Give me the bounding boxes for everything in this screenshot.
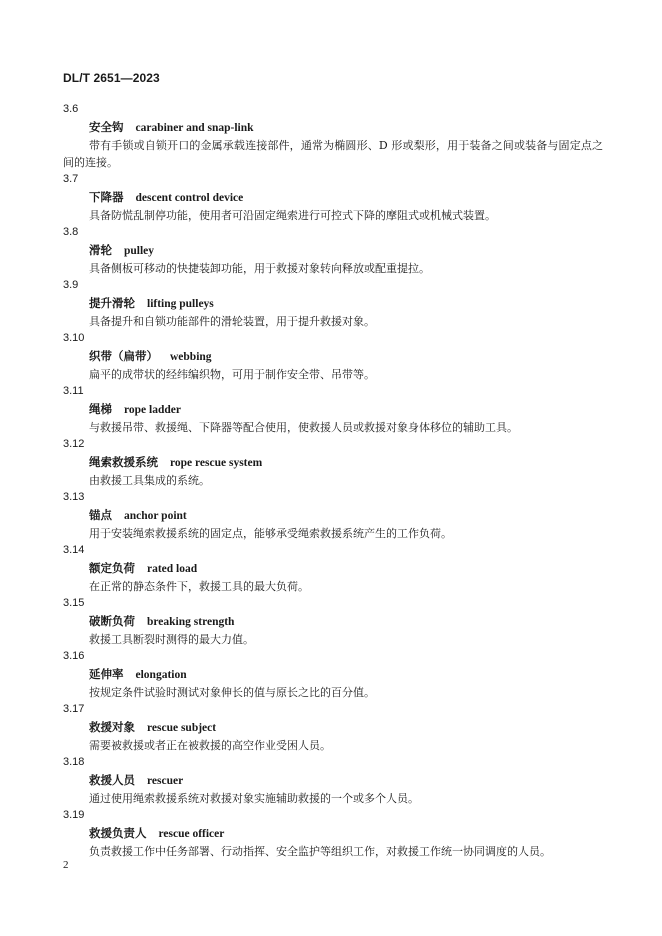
term-chinese: 下降器 [89, 190, 124, 204]
term-entry [63, 489, 603, 542]
term-definition: 用于安装绳索救援系统的固定点，能够承受绳索救援系统产生的工作负荷。 [89, 527, 452, 540]
term-entry [63, 224, 603, 277]
clause-number: 3.8 [63, 226, 79, 238]
term-english: rescue officer [158, 828, 225, 840]
term-heading [63, 294, 603, 313]
term-chinese: 救援人员 [89, 773, 135, 787]
term-chinese: 救援对象 [89, 720, 135, 734]
term-english: lifting pulleys [147, 298, 214, 310]
term-english: rope ladder [124, 404, 181, 416]
term-definition: 带有手锁或自锁开口的金属承载连接部件，通常为椭圆形、D 形或梨形，用于装备之间或装备与固定点之间的连接。 [63, 139, 603, 169]
clause-number: 3.18 [63, 756, 85, 768]
term-entry [63, 595, 603, 648]
term-heading [63, 612, 603, 631]
term-english: descent control device [135, 192, 244, 204]
term-heading [63, 188, 603, 207]
term-definition: 与救援吊带、救援绳、下降器等配合使用，使救援人员或救援对象身体移位的辅助工具。 [89, 421, 518, 434]
term-english: webbing [170, 351, 212, 363]
term-chinese: 破断负荷 [89, 614, 135, 628]
term-english: rescuer [147, 775, 184, 787]
term-definition: 由救援工具集成的系统。 [89, 474, 210, 487]
clause-number: 3.17 [63, 703, 85, 715]
term-entry [63, 648, 603, 701]
term-chinese: 延伸率 [89, 667, 124, 681]
term-definition: 具备侧板可移动的快捷装卸功能，用于救援对象转向释放或配重提拉。 [89, 262, 430, 275]
term-definition: 具备提升和自锁功能部件的滑轮装置，用于提升救援对象。 [89, 315, 375, 328]
term-chinese: 提升滑轮 [89, 296, 135, 310]
term-english: breaking strength [147, 616, 235, 628]
clause-number: 3.12 [63, 438, 85, 450]
term-english: anchor point [124, 510, 187, 522]
term-english: rescue subject [147, 722, 217, 734]
clause-number: 3.14 [63, 544, 85, 556]
term-definitions-list [63, 101, 603, 860]
term-chinese: 救援负责人 [89, 826, 147, 840]
term-chinese: 绳索救援系统 [89, 455, 158, 469]
term-entry [63, 101, 603, 171]
term-chinese: 绳梯 [89, 402, 112, 416]
term-heading [63, 347, 603, 366]
standard-code-header: DL/T 2651—2023 [63, 71, 160, 85]
term-heading [63, 453, 603, 472]
term-definition: 负责救援工作中任务部署、行动指挥、安全监护等组织工作，对救援工作统一协同调度的人员。 [89, 845, 551, 858]
term-entry [63, 807, 603, 860]
clause-number: 3.11 [63, 385, 84, 397]
term-chinese: 锚点 [89, 508, 112, 522]
term-heading [63, 665, 603, 684]
clause-number: 3.19 [63, 809, 85, 821]
clause-number: 3.15 [63, 597, 85, 609]
term-heading [63, 824, 603, 843]
clause-number: 3.6 [63, 103, 79, 115]
term-chinese: 安全钩 [89, 120, 124, 134]
term-english: pulley [124, 245, 155, 257]
term-heading [63, 241, 603, 260]
term-definition: 需要被救援或者正在被救援的高空作业受困人员。 [89, 739, 331, 752]
clause-number: 3.13 [63, 491, 85, 503]
clause-number: 3.9 [63, 279, 79, 291]
term-entry [63, 542, 603, 595]
term-definition: 救援工具断裂时测得的最大力值。 [89, 633, 254, 646]
term-definition: 具备防慌乱制停功能，使用者可沿固定绳索进行可控式下降的摩阻式或机械式装置。 [89, 209, 496, 222]
clause-number: 3.16 [63, 650, 85, 662]
term-entry [63, 701, 603, 754]
term-heading [63, 559, 603, 578]
term-chinese: 额定负荷 [89, 561, 135, 575]
term-chinese: 织带（扁带） [89, 349, 158, 363]
term-definition: 按规定条件试验时测试对象伸长的值与原长之比的百分值。 [89, 686, 375, 699]
term-heading [63, 771, 603, 790]
term-chinese: 滑轮 [89, 243, 112, 257]
term-english: rope rescue system [170, 457, 263, 469]
term-entry [63, 754, 603, 807]
term-entry [63, 171, 603, 224]
term-definition: 在正常的静态条件下，救援工具的最大负荷。 [89, 580, 309, 593]
term-definition: 扁平的成带状的经纬编织物，可用于制作安全带、吊带等。 [89, 368, 375, 381]
term-heading [63, 718, 603, 737]
term-english: rated load [147, 563, 198, 575]
term-entry [63, 436, 603, 489]
term-english: carabiner and snap-link [135, 122, 254, 134]
clause-number: 3.7 [63, 173, 79, 185]
term-english: elongation [135, 669, 187, 681]
page-number: 2 [63, 859, 69, 871]
clause-number: 3.10 [63, 332, 85, 344]
term-entry [63, 383, 603, 436]
term-heading [63, 118, 603, 137]
term-heading [63, 400, 603, 419]
term-entry [63, 330, 603, 383]
term-heading [63, 506, 603, 525]
term-definition: 通过使用绳索救援系统对救援对象实施辅助救援的一个或多个人员。 [89, 792, 419, 805]
term-entry [63, 277, 603, 330]
